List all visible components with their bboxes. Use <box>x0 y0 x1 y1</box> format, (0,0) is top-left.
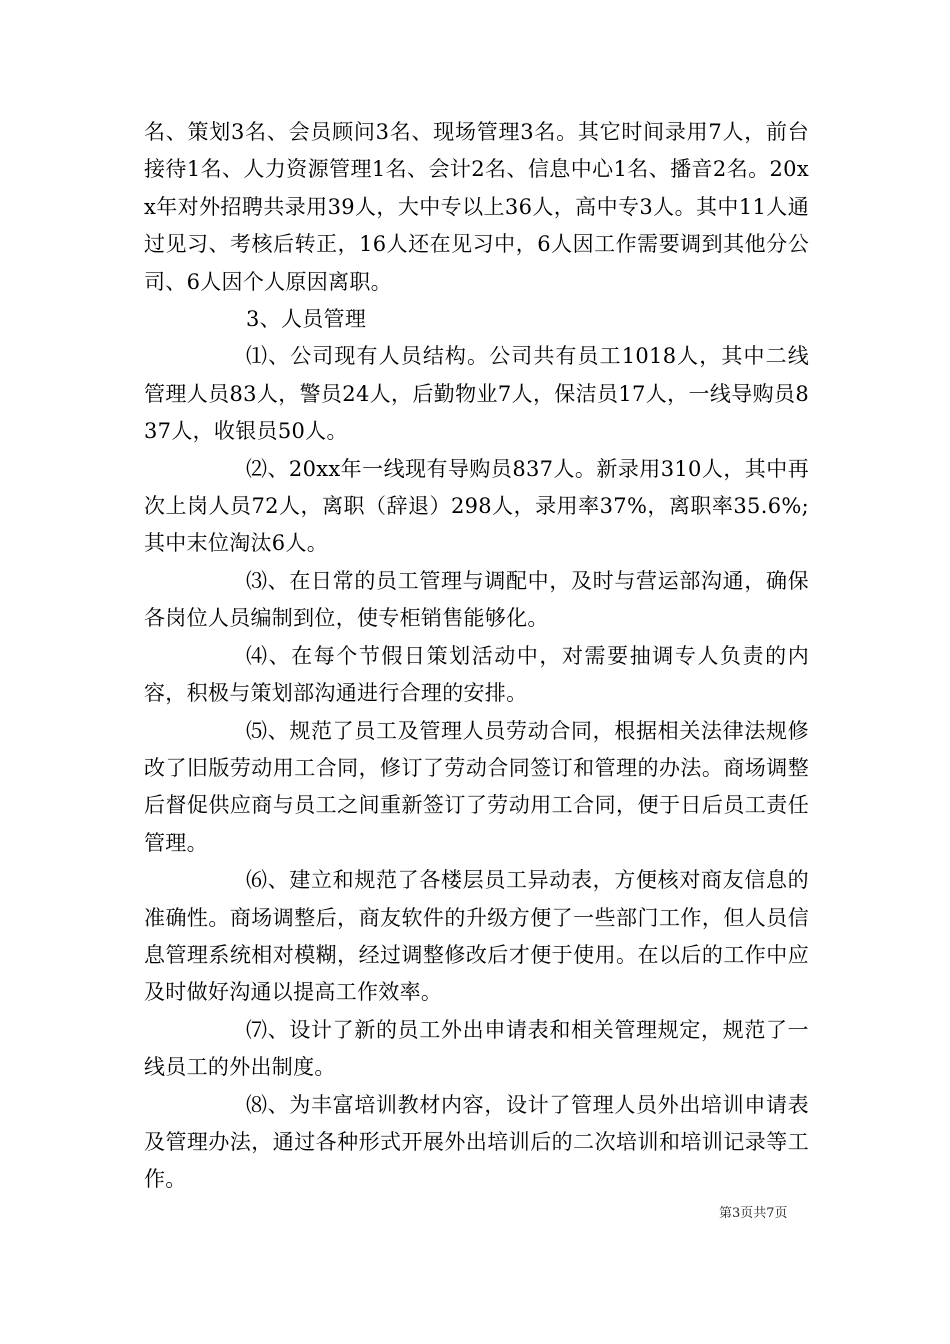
document-body <box>144 114 809 1199</box>
paragraph-item-5: ⑸、规范了员工及管理人员劳动合同，根据相关法律法规修改了旧版劳动用工合同，修订了劳动合同签订和管理的办法。商场调整后督促供应商与员工之间重新签订了劳动用工合同，便于日后员工责任管理。 <box>144 718 809 855</box>
paragraph-item-8: ⑻、为丰富培训教材内容，设计了管理人员外出培训申请表及管理办法，通过各种形式开展外出培训后的二次培训和培训记录等工作。 <box>144 1092 809 1192</box>
paragraph-item-2: ⑵、20xx年一线现有导购员837人。新录用310人，其中再次上岗人员72人，离职（辞退）298人，录用率37%，离职率35.6%;其中末位淘汰6人。 <box>144 456 809 556</box>
paragraph-recruitment-summary: 名、策划3名、会员顾问3名、现场管理3名。其它时间录用7人，前台接待1名、人力资源管理1名、会计2名、信息中心1名、播音2名。20xx年对外招聘共录用39人，大中专以上36人，高中专3人。其中11人通过见习、考核后转正，16人还在见习中，6人因工作需要调到其他分公司、6人因个人原因离职。 <box>144 120 809 294</box>
paragraph-item-4: ⑷、在每个节假日策划活动中，对需要抽调专人负责的内容，积极与策划部沟通进行合理的安排。 <box>144 643 809 706</box>
paragraph-item-1: ⑴、公司现有人员结构。公司共有员工1018人，其中二线管理人员83人，警员24人，后勤物业7人，保洁员17人，一线导购员837人，收银员50人。 <box>144 344 809 444</box>
page-number-footer: 第3页共7页 <box>719 1206 788 1221</box>
section-heading-personnel-management: 3、人员管理 <box>246 307 367 332</box>
paragraph-item-6: ⑹、建立和规范了各楼层员工异动表，方便核对商友信息的准确性。商场调整后，商友软件的升级方便了一些部门工作，但人员信息管理系统相对模糊，经过调整修改后才便于使用。在以后的工作中应及时做好沟通以提高工作效率。 <box>144 868 809 1005</box>
paragraph-item-3: ⑶、在日常的员工管理与调配中，及时与营运部沟通，确保各岗位人员编制到位，使专柜销售能够化。 <box>144 568 809 631</box>
paragraph-item-7: ⑺、设计了新的员工外出申请表和相关管理规定，规范了一线员工的外出制度。 <box>144 1017 809 1080</box>
